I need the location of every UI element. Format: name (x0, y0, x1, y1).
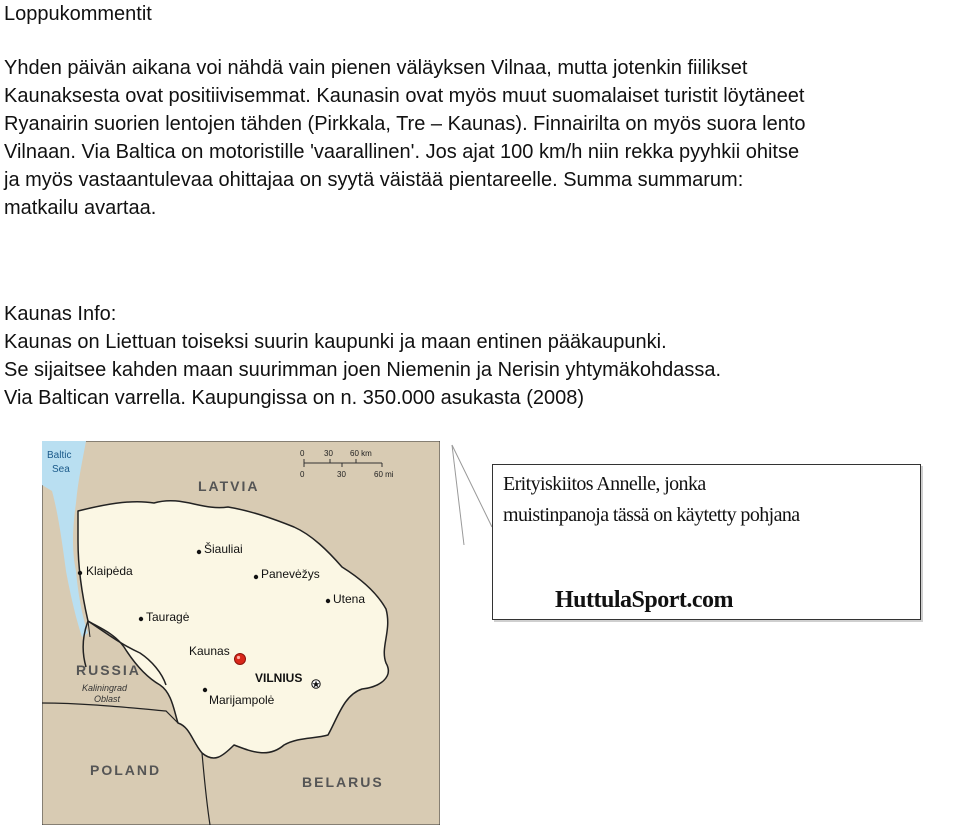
text-line: matkailu avartaa. (4, 197, 157, 219)
svg-text:Šiauliai: Šiauliai (204, 542, 243, 556)
svg-text:Kaunas: Kaunas (189, 644, 230, 658)
latvia-label: LATVIA (198, 478, 260, 494)
scale-tick: 30 (337, 470, 346, 479)
kaliningrad-label: Oblast (94, 694, 121, 704)
lithuania-map (42, 441, 440, 825)
city-klaipeda (78, 564, 133, 578)
text-line: Se sijaitsee kahden maan suurimman joen Niemenin ja Nerisin yhtymäkohdassa. (4, 359, 722, 381)
info-heading: Kaunas Info: (4, 303, 117, 325)
russia-label: RUSSIA (76, 662, 141, 678)
text-line: Yhden päivän aikana voi nähdä vain pienen väläyksen Vilnaa, mutta jotenkin fiilikset (4, 57, 748, 79)
text-line: Kaunas on Liettuan toiseksi suurin kaupunki ja maan entinen pääkaupunki. (4, 331, 667, 353)
scale-tick: 0 (300, 470, 305, 479)
scale-tick: 60 mi (374, 470, 394, 479)
belarus-label: BELARUS (302, 774, 384, 790)
acknowledgement-box (492, 464, 921, 620)
scale-tick: 0 (300, 449, 305, 458)
text-line: Vilnaan. Via Baltica on motoristille 'vaarallinen'. Jos ajat 100 km/h niin rekka pyyhkii ohitse (4, 141, 800, 163)
kaliningrad-label: Kaliningrad (82, 683, 128, 693)
city-panevezys (254, 567, 320, 581)
text-line: ja myös vastaantulevaa ohittajaa on syytä väistää pientareelle. Summa summarum: (4, 169, 744, 191)
sea-label: Sea (52, 464, 70, 475)
svg-text:Klaipėda: Klaipėda (86, 564, 133, 578)
text-line: Ryanairin suorien lentojen tähden (Pirkkala, Tre – Kaunas). Finnairilta on myös suora lento (4, 113, 806, 135)
scale-tick: 30 (324, 449, 333, 458)
svg-text:Marijampolė: Marijampolė (209, 693, 275, 707)
svg-text:Utena: Utena (333, 592, 366, 606)
acknowledgement-line: muistinpanoja tässä on käytetty pohjana (503, 504, 800, 526)
brand-name: HuttulaSport.com (555, 587, 733, 613)
acknowledgement-line: Erityiskiitos Annelle, jonka (503, 473, 706, 495)
page-title: Loppukommentit (4, 3, 152, 25)
svg-text:Panevėžys: Panevėžys (261, 567, 320, 581)
comments-paragraph (4, 54, 960, 222)
sea-label: Baltic (47, 450, 72, 461)
svg-text:VILNIUS: VILNIUS (255, 671, 303, 685)
svg-text:Tauragė: Tauragė (146, 610, 190, 624)
text-line: Via Baltican varrella. Kaupungissa on n. 350.000 asukasta (2008) (4, 387, 585, 409)
kaunas-info-paragraph (4, 300, 960, 412)
text-line: Kaunaksesta ovat positiivisemmat. Kaunasin ovat myös muut suomalaiset turistit löytäneet (4, 85, 805, 107)
acknowledgement-text (503, 469, 800, 531)
callout-pointer (440, 441, 500, 601)
city-siauliai (197, 541, 243, 556)
kaunas-marker (235, 654, 246, 665)
scale-tick: 60 km (350, 449, 372, 458)
city-taurage (139, 610, 190, 624)
poland-label: POLAND (90, 762, 162, 778)
